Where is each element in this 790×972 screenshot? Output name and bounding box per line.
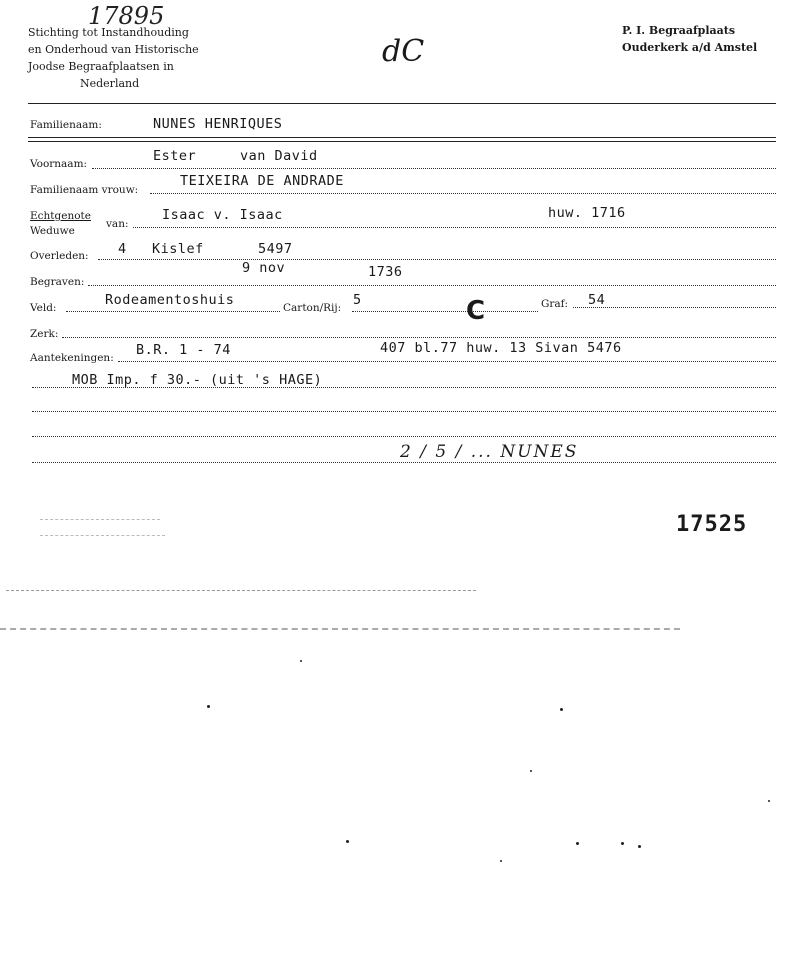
scan-noise-2 [0,628,680,630]
begraven-year: 1736 [368,264,403,280]
handwritten-mark: dC [382,34,425,69]
cemetery-line-1: P. I. Begraafplaats [622,24,736,37]
voornaam-value: Ester [153,148,197,164]
scan-noise-3 [40,519,160,520]
begraven-line [88,285,776,286]
speck [638,845,641,848]
carton-rij-line [352,311,538,312]
org-line-1: Stichting tot Instandhouding [28,26,189,39]
overleden-day: 4 [118,241,127,257]
carton-rij-label: Carton/Rij: [283,302,342,314]
overleden-month: Kislef [152,241,204,257]
van-value: Isaac v. Isaac [162,207,283,223]
veld-value: Rodeamentoshuis [105,292,235,308]
familienaam-label: Familienaam: [30,119,102,131]
mob-value: MOB Imp. f 30.- (uit 's HAGE) [72,372,323,388]
voornaam-line [92,168,776,169]
speck [300,660,302,662]
graf-label: Graf: [541,298,569,310]
familienaam-vrouw-value: TEIXEIRA DE ANDRADE [180,173,344,189]
speck [560,708,563,711]
org-line-3: Joodse Begraafplaatsen in [28,60,174,73]
voornaam-label: Voornaam: [30,158,88,170]
familienaam-vrouw-label: Familienaam vrouw: [30,184,139,196]
van-line [133,227,776,228]
aantekeningen-note: 407 bl.77 huw. 13 Sivan 5476 [380,340,622,356]
org-line-4: Nederland [80,77,140,90]
record-number: 17525 [676,512,748,537]
blank-line-2 [32,436,776,437]
handwritten-note: 2 / 5 / ... NUNES [400,442,579,462]
organisation-name [28,24,199,92]
header-rule [28,103,776,104]
speck [207,705,210,708]
scan-noise-1 [6,590,476,591]
huw-value: huw. 1716 [548,205,626,221]
familienaam-vrouw-line [150,193,776,194]
familienaam-value: NUNES HENRIQUES [153,116,283,132]
blank-line-3 [32,462,776,463]
speck [530,770,532,772]
speck [768,800,770,802]
voornaam-father: van David [240,148,318,164]
zerk-label: Zerk: [30,328,59,340]
begraven-label: Begraven: [30,276,85,288]
aantekeningen-line [118,361,776,362]
speck [576,842,579,845]
van-label: van: [106,218,129,230]
carton-stamp: C [466,296,486,326]
cemetery-name [622,22,757,56]
begraven-date: 9 nov [242,260,286,276]
weduwe-label: Weduwe [30,225,75,237]
speck [346,840,349,843]
graf-value: 54 [588,292,606,308]
overleden-line [98,259,776,260]
veld-line [66,311,280,312]
speck [500,860,502,862]
overleden-label: Overleden: [30,250,89,262]
echtgenote-label: Echtgenote [30,210,91,222]
aantekeningen-ref: B.R. 1 - 74 [136,342,231,358]
overleden-year: 5497 [258,241,293,257]
veld-label: Veld: [30,302,57,314]
record-number-handwritten: 17895 [88,2,165,30]
carton-rij-value: 5 [353,292,362,308]
name-rule-1 [28,137,776,138]
scan-noise-4 [40,535,165,536]
cemetery-line-2: Ouderkerk a/d Amstel [622,41,758,54]
name-rule-2 [28,141,776,142]
aantekeningen-label: Aantekeningen: [30,352,114,364]
zerk-line [62,337,776,338]
org-line-2: en Onderhoud van Historische [28,43,199,56]
speck [621,842,624,845]
blank-line-1 [32,411,776,412]
